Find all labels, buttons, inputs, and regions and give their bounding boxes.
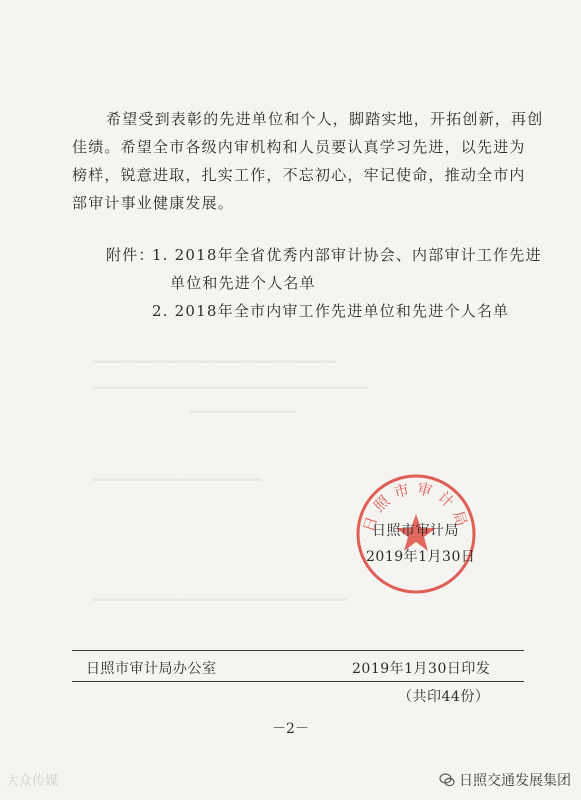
watermark-left: [6, 770, 58, 789]
bleed-through-text: ━━━━━━━━━━━━━━━━━━━━━━━━: [92, 590, 348, 609]
footer-top-rule: [72, 650, 524, 651]
bleed-through-text: ━━━━━━━━━━: [190, 402, 297, 421]
bleed-through-text: ━━━━━━━━━━━━━━━━━━━━━━━━━━: [92, 378, 369, 397]
signing-organization: 日照市审计局: [372, 523, 459, 539]
footer-bottom-rule: [72, 681, 524, 682]
body-text-line: 榜样，锐意进取，扎实工作，不忘初心，牢记使命，推动全市内: [72, 166, 526, 184]
bleed-through-text: ━━━━━━━━━━━━━━━━: [92, 470, 263, 489]
footer-issue-date: 2019年1月30日印发: [352, 661, 491, 677]
watermark-left-text: 大众传媒: [6, 774, 59, 789]
attachment-label: 附件：: [106, 246, 155, 264]
page-number: －2－: [272, 721, 309, 737]
watermark-right: [439, 770, 571, 790]
attachment-item-2: 2. 2018年全市内审工作先进单位和先进个人名单: [152, 302, 510, 320]
body-text-line: 部审计事业健康发展。: [72, 194, 235, 212]
signing-date: 2019年1月30日: [366, 549, 476, 565]
body-text-line: 佳绩。希望全市各级内审机构和人员要认真学习先进，以先进为: [72, 138, 526, 156]
wechat-icon: [439, 772, 455, 788]
body-text-line: 希望受到表彰的先进单位和个人，脚踏实地，开拓创新，再创: [106, 110, 544, 128]
footer-copies: （共印44份）: [398, 689, 490, 705]
seal-text: 日照市审计局: [359, 479, 473, 535]
watermark-right-text: 日照交通发展集团: [459, 773, 571, 789]
footer-issuer: 日照市审计局办公室: [86, 661, 217, 677]
attachment-item-1-continued: 单位和先进个人名单: [170, 274, 316, 292]
bleed-through-text: ━━━━━━━━━━━━━━━━━━━━━━━: [92, 352, 337, 371]
attachment-item-1: 1. 2018年全省优秀内部审计协会、内部审计工作先进: [152, 246, 542, 264]
